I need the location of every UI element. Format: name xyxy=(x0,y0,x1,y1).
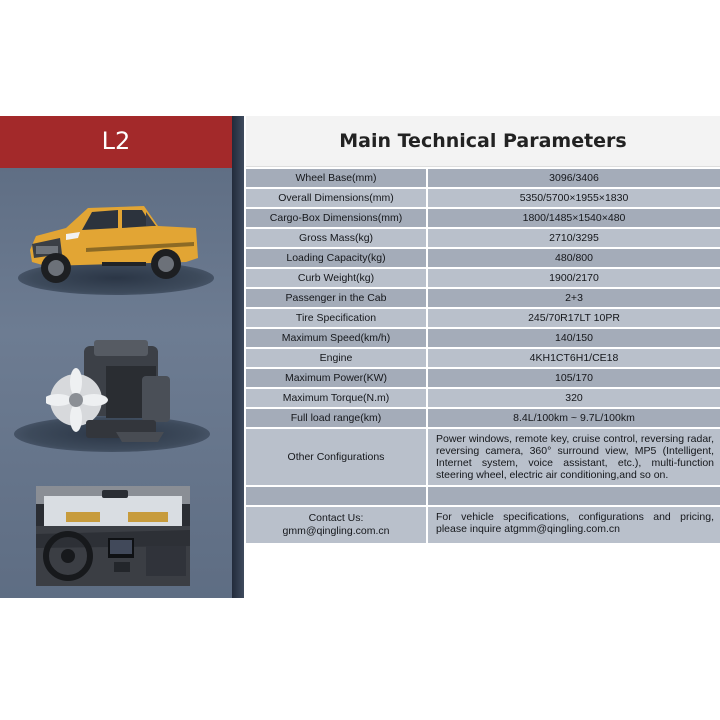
title-bar xyxy=(246,116,720,167)
param-label: Tire Specification xyxy=(246,309,426,327)
empty-cell xyxy=(428,487,720,505)
contact-value: For vehicle specifications, configurations and pricing, please inquire atgmm@qingling.com.cn xyxy=(428,507,720,543)
param-value: 2710/3295 xyxy=(428,229,720,247)
left-panel xyxy=(0,116,232,598)
table-row xyxy=(246,209,720,227)
other-config-value: Power windows, remote key, cruise control, reversing radar, reversing camera, 360° surround view, MP5 (Intelligent, Internet system, voice assistant, etc.), multi-function steering wheel, electric air conditioning,and so on. xyxy=(428,429,720,485)
param-value: 1800/1485×1540×480 xyxy=(428,209,720,227)
param-value: 320 xyxy=(428,389,720,407)
param-label: Passenger in the Cab xyxy=(246,289,426,307)
interior-image xyxy=(36,486,190,586)
table-row xyxy=(246,229,720,247)
contact-cell xyxy=(246,507,426,543)
panel-divider xyxy=(232,116,244,598)
table-row xyxy=(246,309,720,327)
table-row xyxy=(246,369,720,387)
other-config-label: Other Configurations xyxy=(246,429,426,485)
table-row-other-configurations xyxy=(246,429,720,485)
param-label: Overall Dimensions(mm) xyxy=(246,189,426,207)
table-row xyxy=(246,189,720,207)
table-row xyxy=(246,289,720,307)
model-name: L2 xyxy=(101,127,131,155)
table-row xyxy=(246,409,720,427)
param-value: 8.4L/100km ~ 9.7L/100km xyxy=(428,409,720,427)
parameters-panel xyxy=(246,116,720,598)
param-value: 1900/2170 xyxy=(428,269,720,287)
table-row xyxy=(246,269,720,287)
param-label: Loading Capacity(kg) xyxy=(246,249,426,267)
table-row-contact xyxy=(246,507,720,543)
table-row xyxy=(246,329,720,347)
param-value: 105/170 xyxy=(428,369,720,387)
param-label: Cargo-Box Dimensions(mm) xyxy=(246,209,426,227)
param-value: 480/800 xyxy=(428,249,720,267)
param-value: 3096/3406 xyxy=(428,169,720,187)
table-row xyxy=(246,249,720,267)
param-value: 5350/5700×1955×1830 xyxy=(428,189,720,207)
param-value: 245/70R17LT 10PR xyxy=(428,309,720,327)
param-label: Maximum Speed(km/h) xyxy=(246,329,426,347)
contact-email: gmm@qingling.com.cn xyxy=(282,525,390,537)
param-value: 4KH1CT6H1/CE18 xyxy=(428,349,720,367)
param-label: Maximum Torque(N.m) xyxy=(246,389,426,407)
engine-image xyxy=(46,336,176,448)
table-row xyxy=(246,389,720,407)
table-row xyxy=(246,349,720,367)
param-label: Wheel Base(mm) xyxy=(246,169,426,187)
param-label: Gross Mass(kg) xyxy=(246,229,426,247)
empty-cell xyxy=(246,487,426,505)
param-label: Maximum Power(KW) xyxy=(246,369,426,387)
spec-sheet xyxy=(0,116,720,598)
table-row xyxy=(246,169,720,187)
param-label: Engine xyxy=(246,349,426,367)
pickup-truck-image xyxy=(26,198,201,290)
param-value: 2+3 xyxy=(428,289,720,307)
param-value: 140/150 xyxy=(428,329,720,347)
page-title: Main Technical Parameters xyxy=(339,130,627,152)
contact-label: Contact Us: xyxy=(308,512,364,524)
param-label: Full load range(km) xyxy=(246,409,426,427)
param-label: Curb Weight(kg) xyxy=(246,269,426,287)
table-row-spacer xyxy=(246,487,720,505)
model-banner xyxy=(0,116,232,168)
